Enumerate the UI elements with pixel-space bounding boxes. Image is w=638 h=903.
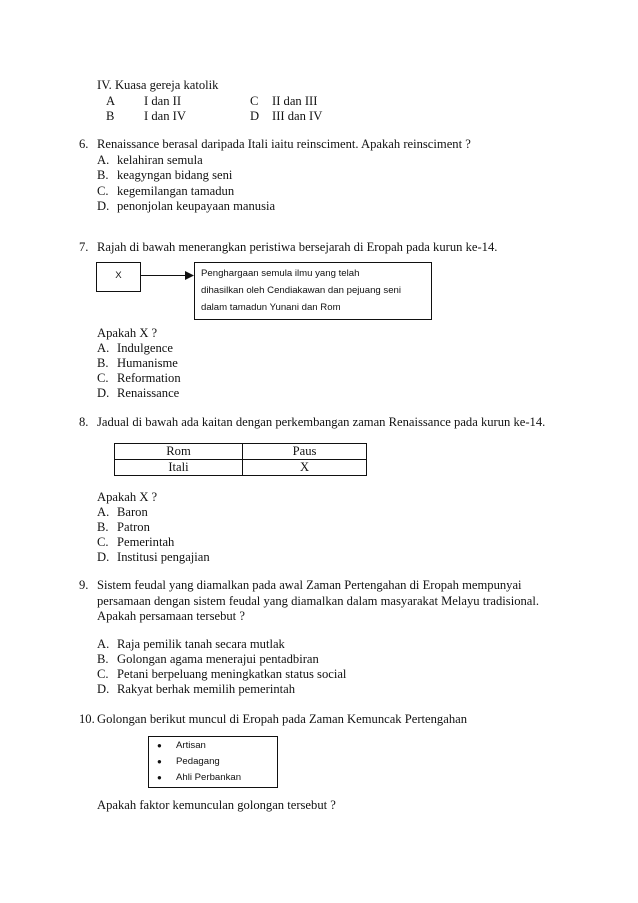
option-letter: C. xyxy=(97,371,109,385)
list-item xyxy=(157,754,220,770)
option-letter: A. xyxy=(97,637,110,651)
list-item-text: Pedagang xyxy=(176,756,220,767)
question-text: Jadual di bawah ada kaitan dengan perkembangan zaman Renaissance pada kurun ke-14. xyxy=(97,415,546,429)
option-text: keagyngan bidang seni xyxy=(117,168,233,182)
question-prompt: Apakah X ? xyxy=(97,490,158,504)
question-number: 10. xyxy=(79,712,95,726)
option-letter: D. xyxy=(97,682,110,696)
option-text: Humanisme xyxy=(117,356,178,370)
option-letter: B. xyxy=(97,168,109,182)
arrow-head-icon xyxy=(185,271,194,280)
option-letter: D. xyxy=(97,550,110,564)
diagram-description-box xyxy=(194,262,432,320)
question-prompt: Apakah faktor kemunculan golongan tersebut ? xyxy=(97,798,336,812)
bullet-icon: ● xyxy=(157,757,162,766)
option-letter: A. xyxy=(97,505,110,519)
option-text: Golongan agama menerajui pentadbiran xyxy=(117,652,319,666)
table-row xyxy=(115,444,367,460)
diagram-description-line: dihasilkan oleh Cendiakawan dan pejuang seni xyxy=(201,285,402,296)
q5-choice-text: I dan IV xyxy=(144,109,186,123)
diagram-x-label: X xyxy=(115,270,122,281)
option-letter: C. xyxy=(97,535,109,549)
table-cell: Paus xyxy=(243,444,367,460)
option-text: Raja pemilik tanah secara mutlak xyxy=(117,637,285,651)
option-letter: B. xyxy=(97,356,109,370)
question-text: Rajah di bawah menerangkan peristiwa bersejarah di Eropah pada kurun ke-14. xyxy=(97,240,498,254)
question-number: 6. xyxy=(79,137,89,151)
option-text: Rakyat berhak memilih pemerintah xyxy=(117,682,296,696)
option-letter: C. xyxy=(97,184,109,198)
table-row xyxy=(115,460,367,476)
data-table xyxy=(114,443,367,476)
q5-choice-letter: B xyxy=(106,109,115,123)
option-text: penonjolan keupayaan manusia xyxy=(117,199,276,213)
question-text-line: Apakah persamaan tersebut ? xyxy=(97,609,245,623)
option-text: Baron xyxy=(117,505,148,519)
list-item-text: Artisan xyxy=(176,740,206,751)
question-text: Renaissance berasal daripada Itali iaitu reinsciment. Apakah reinsciment ? xyxy=(97,137,471,151)
table-cell: Itali xyxy=(115,460,243,476)
option-letter: D. xyxy=(97,386,110,400)
q5-choice-text: I dan II xyxy=(144,94,182,108)
option-text: Reformation xyxy=(117,371,181,385)
question-number: 8. xyxy=(79,415,89,429)
list-item xyxy=(157,738,206,754)
option-text: Petani berpeluang meningkatkan status social xyxy=(117,667,347,681)
option-letter: A. xyxy=(97,341,110,355)
table-cell: X xyxy=(243,460,367,476)
question-prompt: Apakah X ? xyxy=(97,326,158,340)
bullet-icon: ● xyxy=(157,773,162,782)
option-text: Pemerintah xyxy=(117,535,175,549)
question-text-line: Sistem feudal yang diamalkan pada awal Zaman Pertengahan di Eropah mempunyai xyxy=(97,578,522,592)
diagram-description-line: Penghargaan semula ilmu yang telah xyxy=(201,268,360,279)
q5-choice-text: III dan IV xyxy=(272,109,323,123)
question-number: 9. xyxy=(79,578,89,592)
option-letter: C. xyxy=(97,667,109,681)
option-text: Indulgence xyxy=(117,341,173,355)
option-text: Institusi pengajian xyxy=(117,550,210,564)
question-text-line: persamaan dengan sistem feudal yang diamalkan dalam masyarakat Melayu tradisional. xyxy=(97,594,540,608)
option-letter: D. xyxy=(97,199,110,213)
list-item-text: Ahli Perbankan xyxy=(176,772,242,783)
bullet-icon: ● xyxy=(157,741,162,750)
diagram-x-box xyxy=(96,262,141,292)
q5-choice-letter: C xyxy=(250,94,259,108)
diagram-arrow-line xyxy=(141,275,188,276)
list-item xyxy=(157,770,242,786)
bullet-list-box xyxy=(148,736,278,788)
table-cell: Rom xyxy=(115,444,243,460)
q5-item-iv: IV. Kuasa gereja katolik xyxy=(97,78,219,92)
question-text: Golongan berikut muncul di Eropah pada Zaman Kemuncak Pertengahan xyxy=(97,712,467,726)
q5-choice-letter: A xyxy=(106,94,116,108)
option-letter: B. xyxy=(97,520,109,534)
option-text: kegemilangan tamadun xyxy=(117,184,235,198)
question-number: 7. xyxy=(79,240,89,254)
q5-choice-letter: D xyxy=(250,109,260,123)
option-text: Patron xyxy=(117,520,150,534)
option-letter: A. xyxy=(97,153,110,167)
option-text: Renaissance xyxy=(117,386,180,400)
diagram-description-line: dalam tamadun Yunani dan Rom xyxy=(201,302,341,313)
q5-choice-text: II dan III xyxy=(272,94,318,108)
option-letter: B. xyxy=(97,652,109,666)
option-text: kelahiran semula xyxy=(117,153,203,167)
